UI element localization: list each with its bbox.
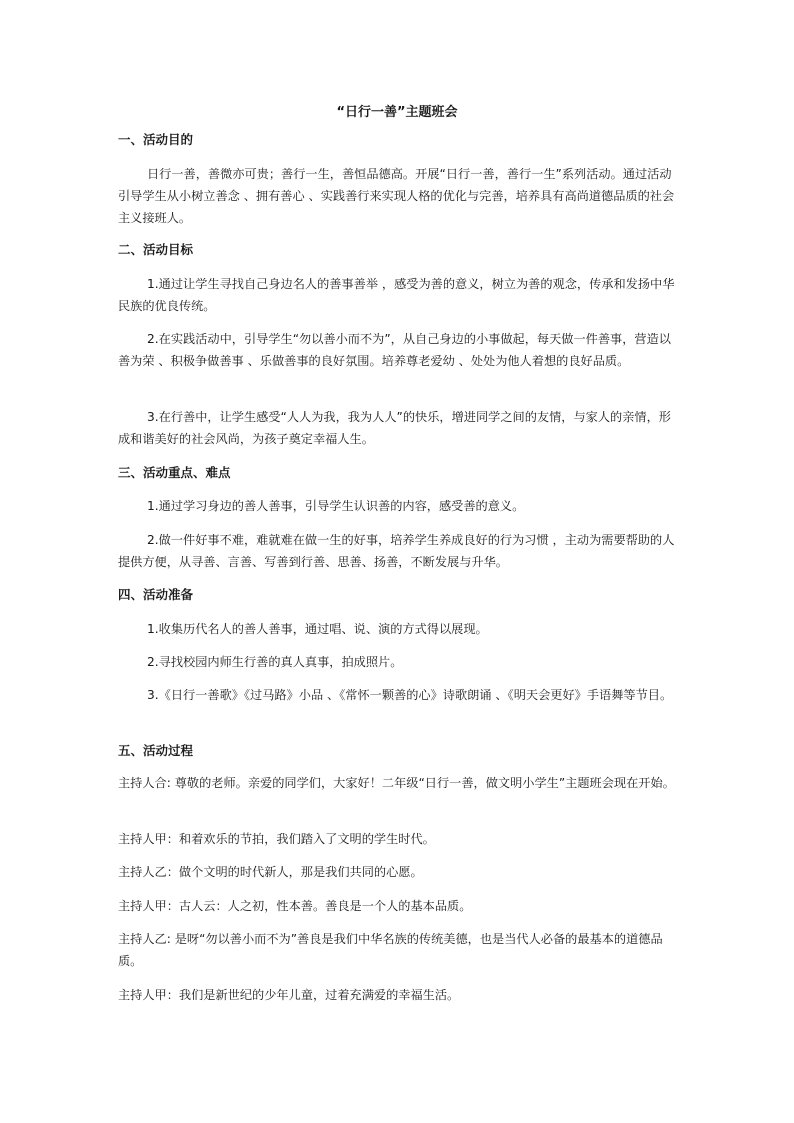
dialogue-line: 主持人乙: 是呀“勿以善小而不为”善良是我们中华名族的传统美德，也是当代人必备的最基本的道德品质。 [118, 932, 663, 968]
section-heading-key-points: 三、活动重点、难点 [118, 465, 231, 480]
section-heading-preparation: 四、活动准备 [118, 587, 194, 602]
paragraph: 2.在实践活动中，引导学生“勿以善小而不为”，从自己身边的小事做起，每天做一件善事，营造以善为荣 、积极争做善事 、乐做善事的良好氛围。培养尊老爱幼 、处处为他人着想的良好品质。 [118, 332, 671, 368]
dialogue-line: 主持人乙：做个文明的时代新人，那是我们共同的心愿。 [118, 865, 423, 879]
paragraph: 2.做一件好事不难，难就难在做一生的好事，培养学生养成良好的行为习惯 ，主动为需要帮助的人提供方便，从寻善、言善、写善到行善、思善、扬善，不断发展与升华。 [118, 533, 675, 569]
paragraph: 3.《日行一善歌》《过马路》小品 、《常怀一颗善的心》诗歌朗诵 、《明天会更好》手语舞等节目。 [147, 688, 673, 702]
section-heading-purpose: 一、活动目的 [118, 132, 194, 147]
paragraph: 1.通过学习身边的善人善事，引导学生认识善的内容，感受善的意义。 [147, 499, 525, 513]
dialogue-line: 主持人甲：我们是新世纪的少年儿童，过着充满爱的幸福生活。 [118, 988, 460, 1002]
paragraph: 1.收集历代名人的善人善事，通过唱、说、演的方式得以展现。 [147, 622, 488, 636]
paragraph: 2.寻找校园内师生行善的真人真事，拍成照片。 [147, 655, 403, 669]
section-heading-process: 五、活动过程 [118, 743, 194, 758]
dialogue-line: 主持人甲：古人云：人之初，性本善。善良是一个人的基本品质。 [118, 899, 472, 913]
dialogue-line: 主持人甲：和着欢乐的节拍，我们踏入了文明的学生时代。 [118, 832, 435, 846]
dialogue-line: 主持人合: 尊敬的老师。亲爱的同学们，大家好！二年级“日行一善，做文明小学生”主题班会现在开始。 [118, 776, 675, 790]
page-title: “日行一善”主题班会 [336, 105, 458, 120]
paragraph: 日行一善，善微亦可贵；善行一生，善恒品德高。开展“日行一善，善行一生”系列活动。通过活动引导学生从小树立善念 、拥有善心 、实践善行来实现人格的优化与完善，培养具有高尚道德品质的社会主义接班人。 [118, 167, 675, 225]
paragraph: 1.通过让学生寻找自己身边名人的善事善举 ，感受为善的意义，树立为善的观念，传承和发扬中华民族的优良传统。 [118, 277, 675, 313]
section-heading-goals: 二、活动目标 [118, 242, 194, 257]
paragraph: 3.在行善中，让学生感受“人人为我，我为人人”的快乐，增进同学之间的友情，与家人的亲情，形成和谐美好的社会风尚，为孩子奠定幸福人生。 [118, 410, 671, 446]
